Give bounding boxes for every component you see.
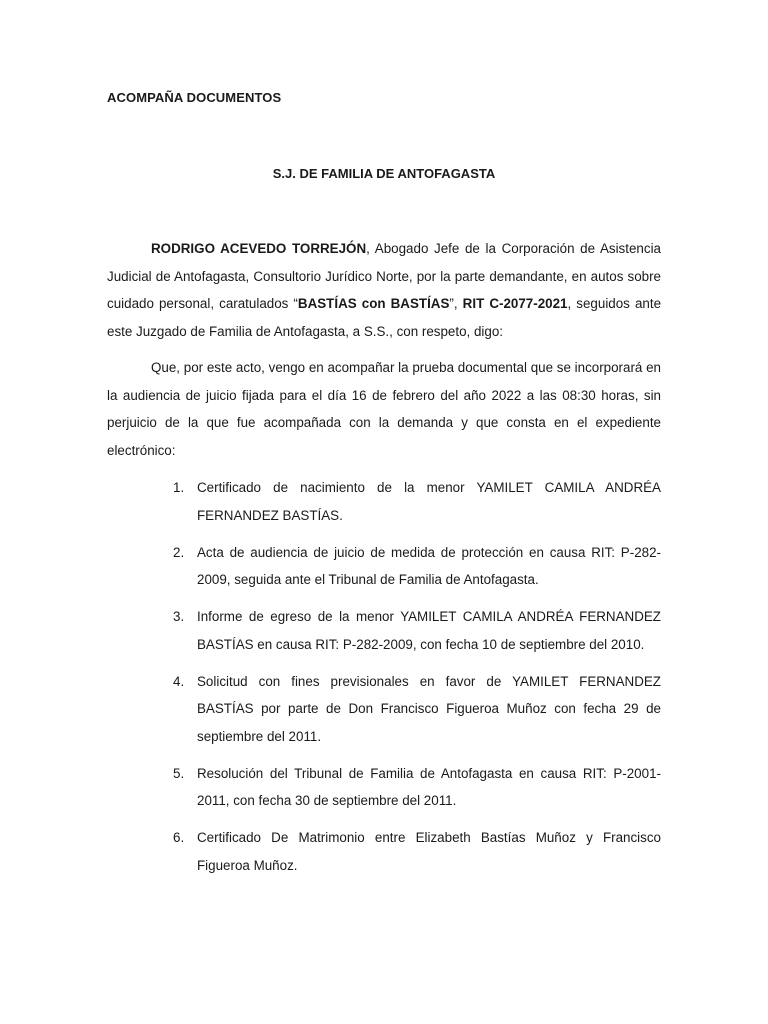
lawyer-name: RODRIGO ACEVEDO TORREJÓN bbox=[151, 241, 367, 256]
list-item bbox=[173, 760, 661, 815]
list-item-text: Solicitud con fines previsionales en favor de YAMILET FERNANDEZ BASTÍAS por parte de Don Francisco Figueroa Muñoz con fecha 29 de septiembre del 2011. bbox=[197, 673, 661, 744]
intro-paragraph bbox=[107, 235, 661, 345]
list-item-text: Acta de audiencia de juicio de medida de protección en causa RIT: P-282-2009, seguida ante el Tribunal de Familia de Antofagasta. bbox=[197, 544, 661, 587]
list-item-text: Certificado De Matrimonio entre Elizabeth Bastías Muñoz y Francisco Figueroa Muñoz. bbox=[197, 830, 661, 873]
document-title: ACOMPAÑA DOCUMENTOS bbox=[107, 90, 282, 105]
list-item bbox=[173, 668, 661, 751]
intro-text-a: , Abogado Jefe de la Corporación de Asistencia Judicial de Antofagasta, Consultorio Jurídico Norte, por la parte demandante, en autos sobre cuidado personal, caratulados “ bbox=[107, 241, 661, 311]
document-list bbox=[173, 474, 661, 889]
list-item-number: 5. bbox=[173, 765, 185, 781]
list-item bbox=[173, 474, 661, 529]
list-item-number: 3. bbox=[173, 609, 185, 624]
case-name: BASTÍAS con BASTÍAS bbox=[297, 296, 450, 311]
list-item bbox=[173, 539, 661, 594]
list-item-number: 4. bbox=[173, 673, 185, 689]
request-paragraph bbox=[107, 354, 661, 464]
court-addressee: S.J. DE FAMILIA DE ANTOFAGASTA bbox=[272, 166, 496, 181]
list-item bbox=[173, 824, 661, 879]
list-item-text: Certificado de nacimiento de la menor YAMILET CAMILA ANDRÉA FERNANDEZ BASTÍAS. bbox=[197, 480, 661, 523]
list-item-number: 2. bbox=[173, 544, 185, 560]
list-item bbox=[173, 603, 661, 658]
case-rit: RIT C-2077-2021 bbox=[462, 296, 568, 311]
list-item-number: 1. bbox=[173, 480, 185, 495]
list-item-text: Informe de egreso de la menor YAMILET CAMILA ANDRÉA FERNANDEZ BASTÍAS en causa RIT: P-282-2009, con fecha 10 de septiembre del 2010. bbox=[197, 609, 661, 652]
list-item-number: 6. bbox=[173, 830, 185, 845]
intro-text-c: , seguidos ante este Juzgado de Familia de Antofagasta, a S.S., con respeto, digo: bbox=[107, 296, 662, 339]
request-text: Que, por este acto, vengo en acompañar la prueba documental que se incorporará en la audiencia de juicio fijada para el día 16 de febrero del año 2022 a las 08:30 horas, sin perjuicio de la que fue acompañada con la demanda y que consta en el expediente electrónico: bbox=[107, 360, 661, 458]
intro-text-b: ”, bbox=[449, 296, 463, 311]
list-item-text: Resolución del Tribunal de Familia de Antofagasta en causa RIT: P-2001-2011, con fecha 30 de septiembre del 2011. bbox=[197, 765, 661, 808]
